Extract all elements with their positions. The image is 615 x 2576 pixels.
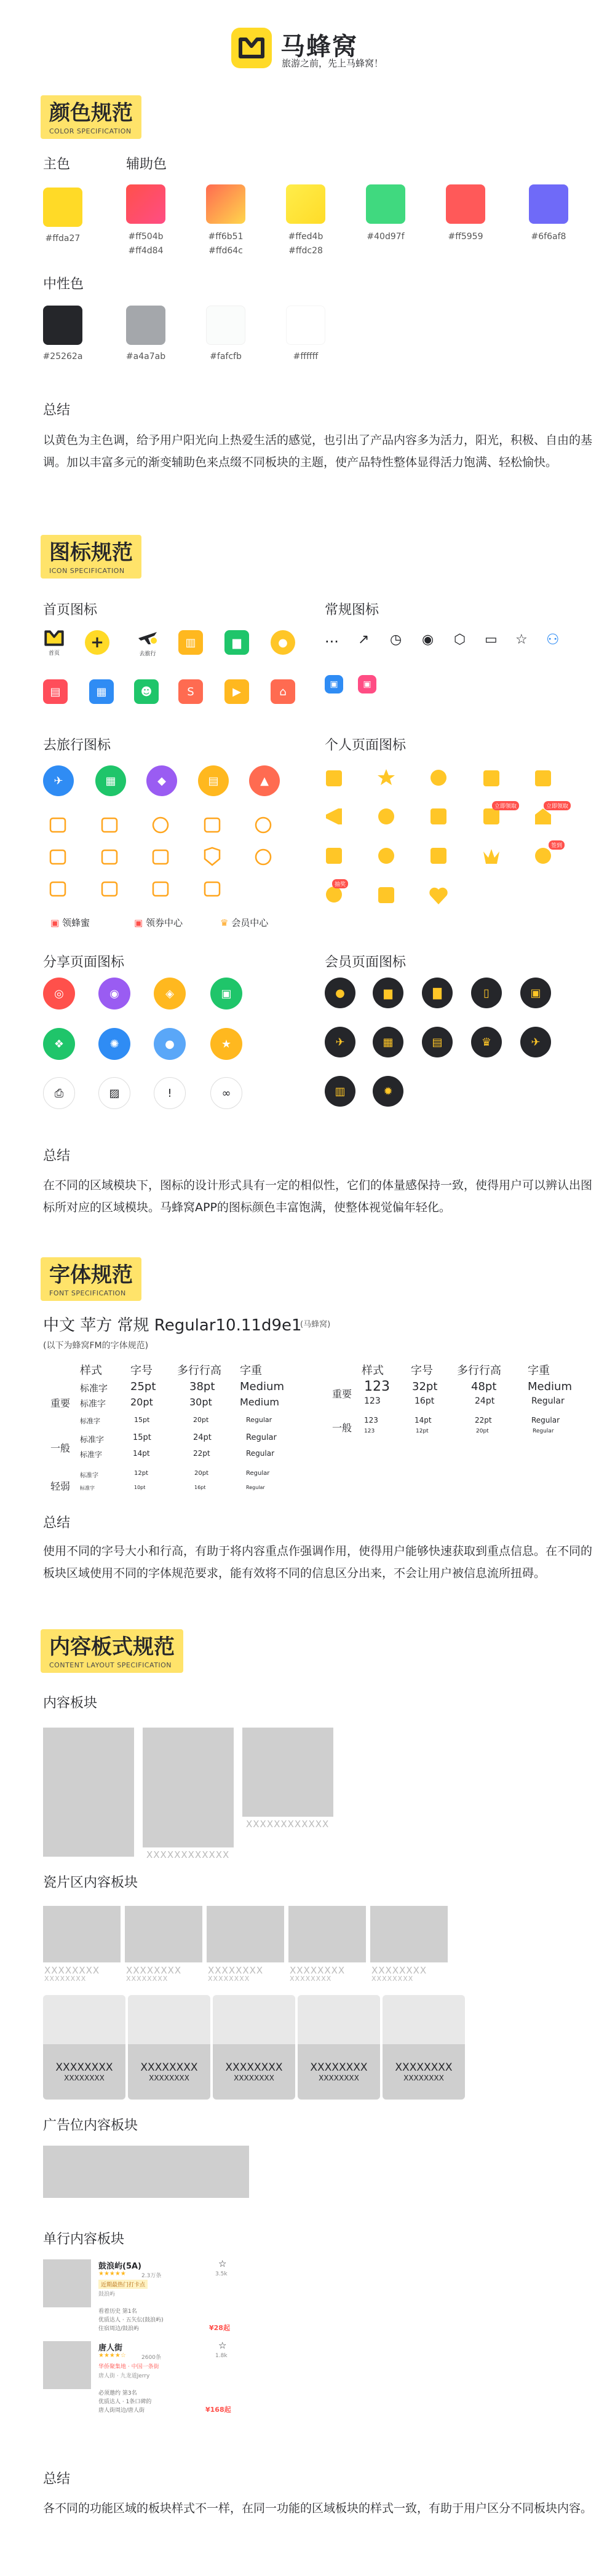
row-1-line-2: 优质达人 · 五矢伝(鼓浪屿)	[98, 2317, 164, 2323]
row-2-stars: ★★★★☆	[98, 2352, 126, 2359]
swatch-aux-1-label-a: #ff504b	[128, 232, 164, 242]
honey-icon: ▣	[50, 917, 60, 928]
travel-tag-coupon[interactable]: ▣ 领券中心	[134, 917, 183, 928]
personal-icons-grid	[325, 765, 583, 913]
swatch-aux-2-label-b: #ffd64c	[208, 246, 243, 256]
brand-slogan: 旅游之前，先上马蜂窝！	[282, 58, 384, 69]
travel-tag-member[interactable]: ♛ 会员中心	[220, 917, 269, 928]
rr1-style: 123	[364, 1396, 381, 1406]
lr0-size: 25pt	[130, 1380, 156, 1393]
travel-small-icon	[153, 850, 168, 864]
swatch-neutral-3-label: #fafcfb	[210, 352, 242, 362]
lr-group-important: 重要	[50, 1397, 71, 1409]
row-2-price: ¥168起	[205, 2406, 231, 2414]
personal-icon	[430, 808, 446, 824]
row-2-line-2: 优质达人 · 1条口碑的	[98, 2399, 152, 2405]
personal-icon	[378, 769, 395, 785]
neutral-color-label: 中性色	[43, 277, 84, 292]
lr0-style: 标准字	[80, 1383, 108, 1394]
color-summary-title: 总结	[43, 403, 71, 418]
travel-small-icon	[205, 882, 220, 896]
clock-icon[interactable]: ◷	[390, 632, 402, 647]
member-crown-icon[interactable]: ♛	[471, 1027, 502, 1057]
card-1-title: XXXXXXXX	[55, 2061, 113, 2074]
icon-summary-text: 在不同的区域模块下，图标的设计形式具有一定的相似性，它们的体量感保持一致，使得用户可以辨认出图标所对应的区域模块。马蜂窝APP的图标颜色丰富饱满，使整体视觉偏年轻化。	[43, 1179, 593, 1214]
travel-outline-icons	[43, 815, 289, 907]
color-section-title: 颜色规范 COLOR SPECIFICATION	[41, 95, 141, 139]
content-block-2[interactable]	[143, 1728, 234, 1847]
tile-4-sub: XXXXXXXX	[290, 1975, 332, 1983]
comment-icon[interactable]: ▭	[485, 632, 498, 647]
contact-share-icon[interactable]: ●	[154, 1028, 186, 1060]
lr6-w: Regular	[246, 1485, 265, 1490]
more-icon[interactable]: ···	[325, 633, 339, 650]
badge-claim-2: 立即领取	[544, 801, 571, 810]
row-1-sub: 鼓浪屿	[98, 2291, 116, 2297]
rr2-lh: 22pt	[475, 1416, 492, 1424]
rr0-style: 123	[364, 1379, 390, 1394]
swatch-aux-1-label-b: #ff4d84	[128, 246, 164, 256]
card-4-title: XXXXXXXX	[310, 2061, 368, 2074]
lh-style: 样式	[80, 1364, 102, 1377]
swatch-aux-5-label: #ff5959	[448, 232, 483, 242]
brand-name: 马蜂窝	[280, 33, 358, 61]
travel-small-icon	[205, 818, 220, 832]
lr2-w: Regular	[246, 1416, 272, 1424]
member-coin-icon[interactable]: ●	[325, 978, 355, 1008]
member-ticket-icon[interactable]: ▤	[422, 1027, 453, 1057]
personal-icons-label: 个人页面图标	[325, 738, 407, 753]
row-1-stars: ★★★★★	[98, 2270, 126, 2277]
tile-4-caption: XXXXXXXX	[290, 1965, 346, 1976]
row-2-badge: 华侨聚集地 · 中国一条街	[98, 2364, 159, 2370]
rr0-lh: 48pt	[471, 1380, 497, 1393]
lr0-w: Medium	[240, 1380, 284, 1393]
personal-icon	[326, 848, 342, 864]
rr1-size: 16pt	[415, 1396, 435, 1406]
tile-5-caption: XXXXXXXX	[371, 1965, 427, 1976]
lh-size: 字号	[130, 1364, 153, 1377]
swatch-aux-3-label-a: #ffed4b	[288, 232, 323, 242]
travel-small-icon	[50, 850, 65, 864]
home-mark-icon[interactable]	[43, 630, 65, 657]
swatch-neutral-1-label: #25262a	[42, 352, 83, 362]
travel-small-icon	[153, 818, 168, 832]
lr6-style: 标准字	[80, 1485, 95, 1491]
lh-weight: 字重	[240, 1364, 262, 1377]
lr-group-normal: 一般	[50, 1442, 71, 1454]
travel-small-icon	[50, 818, 65, 832]
personal-icon	[326, 770, 342, 786]
rr-group-normal: 一般	[332, 1422, 352, 1434]
font-note: (以下为蜂窝FM的字体规范)	[43, 1341, 149, 1351]
row-2-line-1: 必须邀约 第3名	[98, 2390, 137, 2396]
member-car-icon[interactable]: ▆	[373, 978, 403, 1008]
rr1-lh: 24pt	[475, 1396, 495, 1406]
member-bus-icon[interactable]: ▇	[422, 978, 453, 1008]
lr-group-light: 轻弱	[50, 1480, 71, 1492]
home-icons-label: 首页图标	[43, 603, 98, 618]
personal-icon	[326, 808, 342, 824]
personal-icon	[535, 808, 551, 824]
travel-small-icon	[102, 882, 117, 896]
row-2-dist: 1.8k	[215, 2353, 228, 2359]
personal-icon	[535, 848, 551, 864]
add-icon[interactable]: +	[85, 630, 109, 655]
font-table-right	[325, 1362, 589, 1460]
rr2-w: Regular	[531, 1416, 560, 1424]
go-travel-icon[interactable]	[135, 628, 160, 655]
user-switch-icon[interactable]: ⚇	[546, 631, 560, 648]
lr1-style: 标准字	[80, 1399, 106, 1409]
font-summary-title: 总结	[43, 1515, 71, 1531]
camera-share-icon[interactable]: ◉	[98, 978, 130, 1009]
tile-block-label: 瓷片区内容板块	[43, 1875, 138, 1891]
font-table-left	[43, 1362, 301, 1509]
lr0-lh: 38pt	[189, 1380, 215, 1393]
card-3-sub: XXXXXXXX	[234, 2074, 274, 2082]
member-grid-icon[interactable]: ▦	[373, 1027, 403, 1057]
travel-globe-icon[interactable]: ✈	[43, 765, 74, 796]
lr5-w: Regular	[246, 1470, 270, 1477]
travel-small-icon	[102, 850, 117, 864]
rr0-w: Medium	[528, 1380, 572, 1393]
row-2-star-icon[interactable]: ☆	[218, 2340, 227, 2351]
card-3[interactable]	[213, 1995, 295, 2100]
gallery-icon[interactable]: ▣	[358, 675, 376, 693]
go-travel-caption: 去旅行	[139, 651, 156, 657]
font-section-title: 字体规范 FONT SPECIFICATION	[41, 1257, 141, 1301]
tile-4[interactable]	[288, 1906, 366, 1962]
member-gift-icon[interactable]: ▣	[520, 978, 551, 1008]
common-icons-label: 常规图标	[325, 603, 379, 618]
personal-icon	[326, 887, 342, 903]
rr3-w: Regular	[533, 1428, 554, 1434]
row-2-line-3: 唐人街周边/唐人街	[98, 2408, 145, 2414]
swatch-main-label: #ffda27	[45, 234, 81, 243]
row-2-sub: 唐人街 · 九龙道Jerry	[98, 2373, 150, 2379]
personal-icon	[378, 808, 394, 824]
card-2[interactable]	[128, 1995, 210, 2100]
lr2-size: 15pt	[134, 1416, 150, 1424]
swatch-aux-6-label: #6f6af8	[531, 232, 566, 242]
swatch-neutral-1	[43, 306, 82, 345]
rh-size: 字号	[411, 1364, 433, 1377]
cube-share-icon[interactable]: ◈	[154, 978, 186, 1009]
member-flight-ticket-icon[interactable]: ✈	[520, 1027, 551, 1057]
rh-lineheight: 多行行高	[457, 1364, 501, 1377]
home-mark-caption: 首页	[48, 650, 60, 657]
member-medal-icon[interactable]: ✹	[373, 1076, 403, 1107]
travel-small-icon	[205, 848, 220, 865]
lr2-style: 标准字	[80, 1417, 100, 1425]
map-icon[interactable]: ▦	[89, 679, 114, 704]
layout-summary-text: 各不同的功能区域的板块样式不一样，在同一功能的区域板块的样式一致，有助于用户区分不同板块内容。	[43, 2502, 593, 2515]
row-1-thumb[interactable]	[43, 2259, 91, 2307]
wechat-icon[interactable]: ❖	[43, 1028, 75, 1060]
layout-summary-title: 总结	[43, 2471, 71, 2487]
row-1-line-1: 看着历史 第1名	[98, 2309, 137, 2315]
rh-weight: 字重	[528, 1364, 550, 1377]
lr1-w: Medium	[240, 1396, 279, 1408]
share-arrow-icon[interactable]: ↗	[358, 632, 370, 647]
lr3-size: 15pt	[133, 1433, 151, 1442]
tile-3-caption: XXXXXXXX	[208, 1965, 264, 1976]
row-1-meta: 2.3万条	[141, 2273, 162, 2279]
lr5-style: 标准字	[80, 1472, 98, 1479]
travel-small-icon	[50, 882, 65, 896]
content-block-3[interactable]	[242, 1728, 333, 1817]
book-icon[interactable]: ▥	[178, 630, 203, 655]
tile-3-sub: XXXXXXXX	[208, 1975, 250, 1983]
eye-icon[interactable]: ◉	[422, 632, 434, 647]
lr3-style: 标准字	[80, 1436, 105, 1445]
ad-banner[interactable]	[43, 2146, 249, 2198]
lr4-lh: 22pt	[193, 1449, 210, 1458]
travel-ticket-icon[interactable]: ▦	[95, 765, 126, 796]
card-2-sub: XXXXXXXX	[149, 2074, 189, 2082]
bulb-icon[interactable]: ●	[271, 630, 295, 655]
member-plane-icon[interactable]: ✈	[325, 1027, 355, 1057]
font-summary-text: 使用不同的字号大小和行高，有助于将内容重点作强调作用，使得用户能够快速获取到重点信息。在不同的板块区域使用不同的字体规范要求，能有效将不同的信息区分出来，不会让用户被信息流所扭碍。	[43, 1544, 593, 1580]
content-block-1[interactable]	[43, 1728, 134, 1857]
tile-5-sub: XXXXXXXX	[371, 1975, 414, 1983]
swatch-neutral-4	[286, 306, 325, 345]
color-summary-text: 以黄色为主色调，给予用户阳光向上热爱生活的感觉，也引出了产品内容多为活力，阳光，积极、自由的基调。加以丰富多元的渐变辅助色来点缀不同板块的主题，使产品特性整体显得活力饱满、轻松愉快。	[43, 433, 593, 469]
content-block-2-caption: XXXXXXXXXXXX	[146, 1849, 230, 1860]
lh-lineheight: 多行行高	[177, 1364, 221, 1377]
personal-icon	[430, 770, 446, 786]
card-1-sub: XXXXXXXX	[64, 2074, 105, 2082]
icon-summary-title: 总结	[43, 1148, 71, 1164]
font-heading-note: (马蜂窝)	[300, 1320, 331, 1329]
travel-icons-label: 去旅行图标	[43, 738, 111, 753]
font-heading: 中文 苹方 常规 Regular10.11d9e1	[43, 1316, 302, 1335]
rr2-style: 123	[364, 1416, 378, 1424]
s-shape-icon[interactable]: S	[178, 679, 203, 704]
card-2-title: XXXXXXXX	[140, 2061, 198, 2074]
card-5-title: XXXXXXXX	[395, 2061, 453, 2074]
swatch-aux-2	[206, 184, 245, 224]
lr4-size: 14pt	[133, 1449, 150, 1458]
swatch-neutral-2	[126, 306, 165, 345]
picture-icon[interactable]: ▨	[98, 1077, 130, 1109]
lr5-lh: 20pt	[194, 1470, 208, 1477]
travel-location-icon[interactable]: ◆	[146, 765, 177, 796]
crown-icon: ♛	[220, 917, 229, 928]
rh-style: 样式	[362, 1364, 384, 1377]
row-2-thumb[interactable]	[43, 2341, 91, 2389]
tile-2[interactable]	[125, 1906, 202, 1962]
personal-icon	[378, 848, 394, 864]
badge-lottery: 抽奖	[332, 879, 348, 888]
link-icon[interactable]: ∞	[210, 1077, 242, 1109]
swatch-main	[43, 188, 82, 227]
tile-2-caption: XXXXXXXX	[126, 1965, 182, 1976]
lr4-w: Regular	[246, 1449, 275, 1458]
row-2-name[interactable]: 唐人街	[98, 2344, 123, 2353]
moments-icon[interactable]: ✺	[98, 1028, 130, 1060]
personal-icon	[483, 808, 499, 824]
travel-small-icon	[102, 818, 117, 832]
lr1-size: 20pt	[130, 1396, 153, 1408]
row-1-price: ¥28起	[209, 2324, 230, 2332]
tile-2-sub: XXXXXXXX	[126, 1975, 169, 1983]
bus-icon[interactable]: ▆	[224, 630, 249, 655]
alert-icon[interactable]: !	[154, 1077, 186, 1109]
aux-color-label: 辅助色	[126, 157, 167, 172]
settings-hex-icon[interactable]: ⬡	[454, 632, 466, 647]
lr3-lh: 24pt	[193, 1433, 212, 1442]
brand-logo	[231, 28, 272, 68]
card-4-sub: XXXXXXXX	[319, 2074, 359, 2082]
rr3-style: 123	[364, 1428, 375, 1434]
swatch-aux-3-label-b: #ffdc28	[288, 246, 323, 256]
travel-small-icon	[256, 818, 271, 832]
video-icon[interactable]: ▶	[224, 679, 249, 704]
personal-icon	[430, 848, 446, 864]
card-1[interactable]	[43, 1995, 125, 2100]
swatch-neutral-2-label: #a4a7ab	[125, 352, 166, 362]
personal-icon	[483, 849, 499, 864]
member-icons-label: 会员页面图标	[325, 955, 407, 970]
ad-block-label: 广告位内容板块	[43, 2118, 138, 2133]
content-block-label: 内容板块	[43, 1696, 98, 1711]
mafengwo-logo-icon	[239, 38, 264, 58]
card-3-title: XXXXXXXX	[225, 2061, 283, 2074]
personal-icon	[429, 888, 447, 904]
member-door-icon[interactable]: ▯	[471, 978, 502, 1008]
row-1-name[interactable]: 鼓浪屿(5A)	[98, 2262, 141, 2271]
share-icons-label: 分享页面图标	[43, 955, 125, 970]
shop-icon[interactable]: ⌂	[271, 679, 295, 704]
personal-icon	[535, 770, 551, 786]
row-block-label: 单行内容板块	[43, 2232, 125, 2247]
card-5-sub: XXXXXXXX	[403, 2074, 444, 2082]
card-4[interactable]	[298, 1995, 380, 2100]
rr1-w: Regular	[531, 1396, 565, 1406]
rr0-size: 32pt	[412, 1380, 438, 1393]
calendar-icon[interactable]: ▣	[325, 675, 343, 693]
travel-hotel-icon[interactable]: ▤	[198, 765, 229, 796]
swatch-aux-4	[366, 184, 405, 224]
badge-signin: 签到	[549, 840, 565, 850]
row-1-dist: 3.5k	[215, 2271, 228, 2277]
member-book-icon[interactable]: ▥	[325, 1076, 355, 1107]
frog-icon[interactable]: ☻	[134, 679, 159, 704]
row-1-badge: 近期最热门打卡点	[98, 2280, 148, 2289]
favorite-share-icon[interactable]: ★	[210, 1028, 242, 1060]
lr6-lh: 16pt	[194, 1485, 206, 1490]
travel-small-icon	[153, 882, 168, 896]
rr-group-important: 重要	[332, 1388, 352, 1400]
image-share-icon[interactable]: ▣	[210, 978, 242, 1009]
personal-icon	[378, 887, 394, 903]
lr1-lh: 30pt	[189, 1396, 212, 1408]
tile-1-sub: XXXXXXXX	[44, 1975, 87, 1983]
lr5-size: 12pt	[134, 1470, 148, 1477]
row-1-line-3: 住宿周边/鼓浪屿	[98, 2326, 140, 2332]
row-2-meta: 2600条	[141, 2355, 161, 2361]
main-color-label: 主色	[43, 157, 71, 172]
travel-tag-honey[interactable]: ▣ 领蜂蜜	[50, 917, 90, 928]
swatch-aux-6	[529, 184, 568, 224]
badge-claim-1: 立即领取	[492, 801, 519, 810]
swatch-neutral-3	[206, 306, 245, 345]
rr2-size: 14pt	[415, 1416, 432, 1424]
travel-small-icon	[256, 850, 271, 864]
tile-5[interactable]	[370, 1906, 448, 1962]
swatch-aux-1	[126, 184, 165, 224]
print-icon[interactable]: ⎙	[43, 1077, 75, 1109]
lr4-style: 标准字	[80, 1450, 103, 1459]
tile-1[interactable]	[43, 1906, 121, 1962]
icon-section-title: 图标规范 ICON SPECIFICATION	[41, 535, 141, 579]
swatch-neutral-4-label: #ffffff	[293, 352, 319, 362]
swatch-aux-2-label-a: #ff6b51	[208, 232, 244, 242]
lr2-lh: 20pt	[193, 1416, 209, 1424]
lr6-size: 10pt	[134, 1485, 146, 1490]
swatch-aux-5	[446, 184, 485, 224]
content-block-3-caption: XXXXXXXXXXXX	[246, 1819, 330, 1830]
swatch-aux-4-label: #40d97f	[367, 232, 405, 242]
personal-icon	[483, 770, 499, 786]
coupon-icon: ▣	[134, 917, 143, 928]
card-5[interactable]	[383, 1995, 465, 2100]
tile-3[interactable]	[207, 1906, 284, 1962]
row-1-star-icon[interactable]: ☆	[218, 2258, 227, 2269]
lr3-w: Regular	[246, 1433, 277, 1442]
rr3-size: 12pt	[416, 1428, 429, 1434]
swatch-aux-3	[286, 184, 325, 224]
notebook-icon[interactable]: ▤	[43, 679, 68, 704]
weibo-icon[interactable]: ◎	[43, 978, 75, 1009]
rr3-lh: 20pt	[476, 1428, 489, 1434]
star-icon[interactable]: ☆	[515, 632, 528, 647]
layout-section-title: 内容板式规范 CONTENT LAYOUT SPECIFICATION	[41, 1629, 183, 1673]
tile-1-caption: XXXXXXXX	[44, 1965, 100, 1976]
travel-mountain-icon[interactable]: ▲	[249, 765, 280, 796]
